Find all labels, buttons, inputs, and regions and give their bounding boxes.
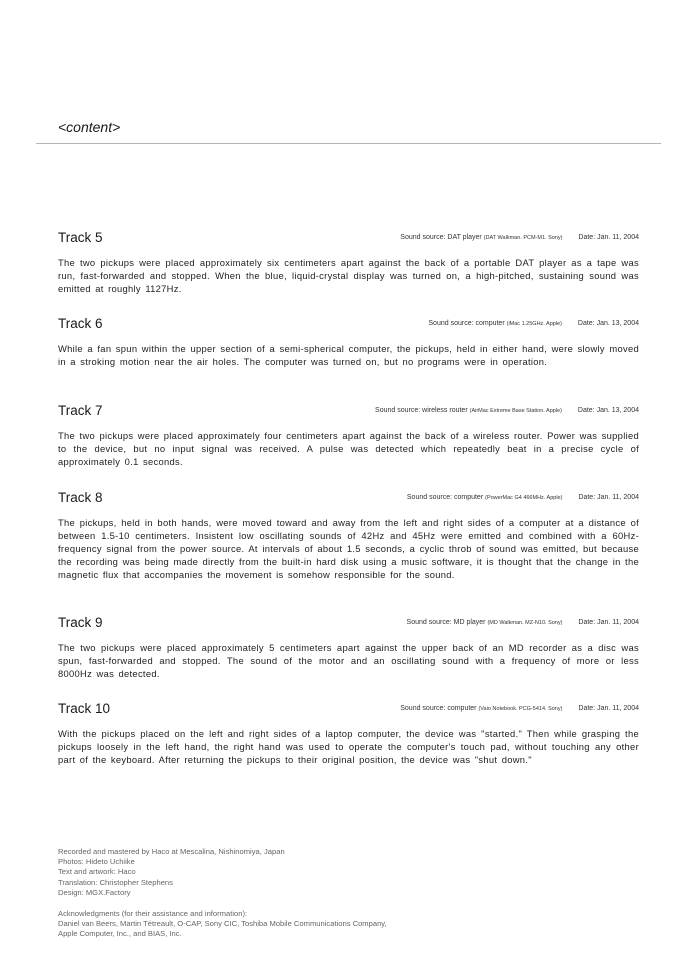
track-date: Date: Jan. 11, 2004 — [578, 494, 639, 501]
track-title: Track 5 — [58, 230, 103, 245]
credit-design: Design: MGX.Factory — [58, 887, 131, 897]
track-header — [58, 230, 639, 248]
track-section-10 — [58, 701, 639, 766]
track-meta — [407, 494, 639, 501]
header-divider — [36, 143, 661, 144]
acknowledgments-names: Daniel van Beers, Martin Tétreault, O-CAP, Sony CIC, Toshiba Mobile Communications Company, — [58, 919, 387, 929]
track-date: Date: Jan. 11, 2004 — [578, 234, 639, 241]
track-header — [58, 403, 639, 421]
sound-source-detail: (iMac 1.25GHz. Apple) — [506, 321, 562, 327]
content-heading: <content> — [58, 119, 121, 135]
sound-source-detail: (DAT Walkman. PCM-M1. Sony) — [483, 235, 563, 241]
track-description: The two pickups were placed approximately 5 centimeters apart against the upper back of an MD recorder as a disc was spun, fast-forwarded and stopped. The sound of the motor and an oscillating sound with a frequency of more or less 8000Hz was detected. — [58, 642, 639, 679]
track-date: Date: Jan. 13, 2004 — [577, 320, 639, 327]
track-header — [58, 490, 639, 508]
track-date: Date: Jan. 13, 2004 — [577, 407, 639, 414]
sound-source-label: Sound source: computer — [400, 705, 477, 712]
track-description: The two pickups were placed approximately six centimeters apart against the back of a portable DAT player as a tape was run, fast-forwarded and stopped. When the blue, liquid-crystal display was turned on, a high-pitched, sustaining sound was emitted at roughly 1127Hz. — [58, 257, 639, 294]
track-meta — [400, 234, 639, 241]
sound-source-label: Sound source: computer — [406, 494, 484, 501]
credits-block — [58, 847, 478, 898]
track-header — [58, 316, 639, 334]
track-description: The two pickups were placed approximately four centimeters apart against the back of a wireless router. Power was supplied to the device, but no input signal was received. A pulse was detected which repeatedly beat in a precise cycle of approximately 0.1 seconds. — [58, 430, 639, 467]
track-title: Track 10 — [58, 701, 111, 716]
track-meta — [400, 705, 639, 712]
track-header — [58, 615, 639, 633]
track-section-7 — [58, 403, 639, 468]
acknowledgments-heading: Acknowledgments (for their assistance and information): — [58, 909, 248, 918]
sound-source-label: Sound source: computer — [428, 320, 505, 327]
track-title: Track 9 — [58, 615, 103, 630]
track-meta — [407, 619, 639, 626]
track-date: Date: Jan. 11, 2004 — [578, 619, 639, 626]
track-description: With the pickups placed on the left and right sides of a laptop computer, the device was "started." Then while grasping the pickups loosely in the left hand, the right hand was used to operate the computer's touch pad, without touching any other part of the keyboard. After returning the pickups to their original position, the device was "shut down." — [58, 728, 639, 765]
sound-source-label: Sound source: wireless router — [375, 407, 468, 414]
track-title: Track 8 — [58, 490, 103, 505]
sound-source-detail: (MD Walkman. MZ-N10. Sony) — [487, 620, 563, 626]
credit-photos: Photos: Hideto Uchiike — [58, 857, 135, 867]
track-header — [58, 701, 639, 719]
sound-source-detail: (AirMac Extreme Base Station. Apple) — [469, 408, 562, 414]
track-description: While a fan spun within the upper section of a semi-spherical computer, the pickups, held in either hand, were slowly moved in a stroking motion near the air holes. The computer was turned on, but no programs were in operation. — [58, 343, 639, 367]
track-title: Track 7 — [58, 403, 103, 418]
track-description: The pickups, held in both hands, were moved toward and away from the left and right sides of a computer at a distance of between 1.5-10 centimeters. Insistent low oscillating sounds of 42Hz and 45Hz were emitted and combined with a 60Hz-frequency signal from the power source. At intervals of about 1.5 seconds, a cyclic throb of sound was emitted, but because the recording was being made directly from the built-in hard disk using a music software, it is thought that the change in the magnetic flux that accompanies the movement is somehow responsible for the sound. — [58, 517, 639, 580]
credit-translation: Translation: Christopher Stephens — [58, 877, 173, 887]
track-section-9 — [58, 615, 639, 680]
track-section-8 — [58, 490, 639, 581]
track-meta — [375, 407, 639, 414]
credit-text-artwork: Text and artwork: Haco — [58, 867, 136, 877]
track-section-6 — [58, 316, 639, 368]
sound-source-label: Sound source: MD player — [406, 619, 486, 626]
track-meta — [428, 320, 639, 327]
acknowledgments-block — [58, 909, 478, 940]
track-section-5 — [58, 230, 639, 295]
track-date: Date: Jan. 11, 2004 — [578, 705, 639, 712]
sound-source-detail: (PowerMac G4 466MHz. Apple) — [485, 495, 563, 501]
credit-recorded: Recorded and mastered by Haco at Mescalina, Nishinomiya, Japan — [58, 847, 285, 856]
sound-source-label: Sound source: DAT player — [400, 234, 482, 241]
track-title: Track 6 — [58, 316, 103, 331]
sound-source-detail: (Vaio Notebook. PCG-5414. Sony) — [478, 706, 563, 712]
acknowledgments-names: Apple Computer, Inc., and BIAS, Inc. — [58, 929, 182, 939]
